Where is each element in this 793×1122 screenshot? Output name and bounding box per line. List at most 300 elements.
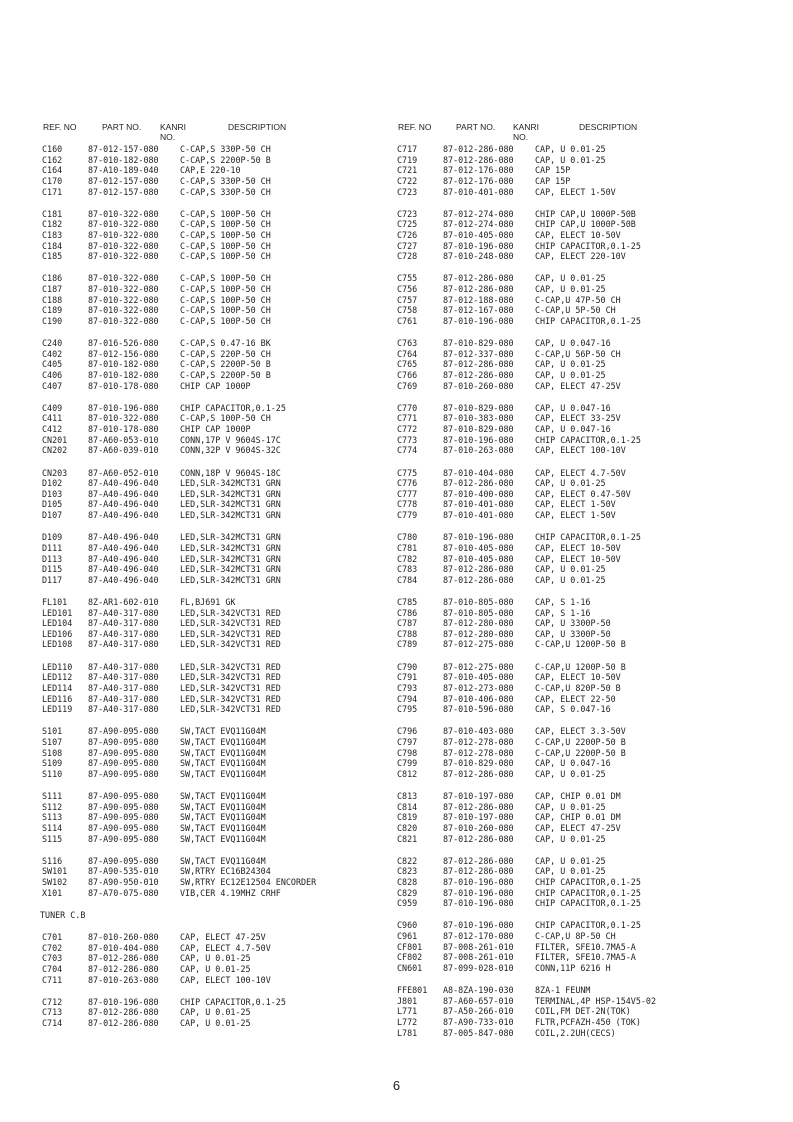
description-cell: LED,SLR-342VCT31 RED bbox=[180, 682, 281, 693]
parts-group bbox=[395, 209, 770, 262]
right-parts-column bbox=[395, 120, 770, 1050]
table-row bbox=[395, 176, 770, 187]
table-row bbox=[395, 273, 770, 284]
description-cell: LED,SLR-342VCT31 RED bbox=[180, 628, 281, 639]
description-cell: CAP, U 0.01-25 bbox=[535, 284, 606, 295]
table-row bbox=[395, 305, 770, 316]
table-row bbox=[395, 834, 770, 845]
table-row bbox=[40, 241, 385, 252]
table-row bbox=[395, 295, 770, 306]
part-no-cell: 87-012-286-080 bbox=[443, 866, 514, 877]
part-no-cell: 87-A90-095-080 bbox=[88, 747, 159, 758]
description-cell: SW,TACT EVQ11G04M bbox=[180, 726, 266, 737]
ref-no-cell: C763 bbox=[397, 338, 418, 349]
description-cell: C-CAP,U 1200P-50 B bbox=[535, 639, 626, 650]
description-cell: C-CAP,S 100P-50 CH bbox=[180, 413, 271, 424]
description-cell: CAP, U 0.01-25 bbox=[535, 359, 606, 370]
part-no-cell: 87-010-196-080 bbox=[443, 898, 514, 909]
ref-no-cell: C757 bbox=[397, 294, 418, 305]
part-no-cell: 87-010-829-080 bbox=[443, 338, 514, 349]
table-row bbox=[40, 1018, 385, 1029]
part-no-cell: 87-012-273-080 bbox=[443, 682, 514, 693]
parts-group bbox=[395, 791, 770, 844]
part-no-cell: 87-010-260-080 bbox=[88, 931, 159, 942]
table-row bbox=[40, 284, 385, 295]
header-ref-no: REF. NO bbox=[43, 122, 77, 132]
ref-no-cell: C781 bbox=[397, 542, 418, 553]
part-no-cell: 87-010-322-080 bbox=[88, 219, 159, 230]
part-no-cell: 87-012-176-080 bbox=[443, 165, 514, 176]
description-cell: C-CAP,S 100P-50 CH bbox=[180, 208, 271, 219]
table-row bbox=[40, 251, 385, 262]
part-no-cell: 87-A40-496-040 bbox=[88, 553, 159, 564]
ref-no-cell: C761 bbox=[397, 315, 418, 326]
description-cell: LED,SLR-342VCT31 RED bbox=[180, 618, 281, 629]
ref-no-cell: CN201 bbox=[42, 434, 68, 445]
header-kanri-no: KANRI NO. bbox=[513, 122, 539, 142]
table-row bbox=[40, 812, 385, 823]
ref-no-cell: C959 bbox=[397, 898, 418, 909]
part-no-cell: 87-012-286-080 bbox=[443, 478, 514, 489]
ref-no-cell: LED116 bbox=[42, 693, 73, 704]
ref-no-cell: C189 bbox=[42, 305, 63, 316]
part-no-cell: 87-010-322-080 bbox=[88, 208, 159, 219]
table-row bbox=[40, 748, 385, 759]
part-no-cell: 87-008-261-010 bbox=[443, 941, 514, 952]
left-column-header bbox=[40, 120, 385, 144]
part-no-cell: 87-005-847-080 bbox=[443, 1027, 514, 1038]
ref-no-cell: D109 bbox=[42, 532, 63, 543]
part-no-cell: 87-010-248-080 bbox=[443, 251, 514, 262]
part-no-cell: 87-012-278-080 bbox=[443, 736, 514, 747]
description-cell: VIB,CER 4.19MHZ CRHF bbox=[180, 887, 281, 898]
part-no-cell: 87-A50-266-010 bbox=[443, 1006, 514, 1017]
ref-no-cell: C412 bbox=[42, 424, 63, 435]
ref-no-cell: L771 bbox=[397, 1006, 418, 1017]
part-no-cell: 87-010-197-080 bbox=[443, 791, 514, 802]
table-row bbox=[395, 823, 770, 834]
part-no-cell: 87-A40-496-040 bbox=[88, 478, 159, 489]
description-cell: C-CAP,S 100P-50 CH bbox=[180, 240, 271, 251]
table-row bbox=[395, 316, 770, 327]
description-cell: CAP, U 0.047-16 bbox=[535, 402, 611, 413]
part-no-cell: 87-012-167-080 bbox=[443, 305, 514, 316]
table-row bbox=[395, 338, 770, 349]
part-no-cell: 87-010-178-080 bbox=[88, 424, 159, 435]
header-kanri-no: KANRI NO. bbox=[160, 122, 186, 142]
header-description: DESCRIPTION bbox=[228, 122, 287, 132]
parts-group bbox=[395, 532, 770, 585]
ref-no-cell: D107 bbox=[42, 510, 63, 521]
table-row bbox=[395, 489, 770, 500]
table-row bbox=[40, 165, 385, 176]
part-no-cell: 87-010-197-080 bbox=[443, 812, 514, 823]
table-row bbox=[40, 468, 385, 479]
table-row bbox=[40, 943, 385, 954]
description-cell: C-CAP,S 100P-50 CH bbox=[180, 251, 271, 262]
parts-group bbox=[40, 997, 385, 1029]
part-no-cell: 87-010-401-080 bbox=[443, 186, 514, 197]
table-row bbox=[40, 662, 385, 673]
ref-no-cell: C769 bbox=[397, 380, 418, 391]
ref-no-cell: C773 bbox=[397, 434, 418, 445]
description-cell: C-CAP,U 56P-50 CH bbox=[535, 348, 621, 359]
ref-no-cell: C814 bbox=[397, 801, 418, 812]
table-row bbox=[395, 381, 770, 392]
part-no-cell: 87-010-196-080 bbox=[443, 240, 514, 251]
description-cell: CAP, U 0.047-16 bbox=[535, 424, 611, 435]
part-no-cell: 87-010-401-080 bbox=[443, 510, 514, 521]
table-row bbox=[395, 920, 770, 931]
part-no-cell: 87-010-196-080 bbox=[443, 532, 514, 543]
description-cell: CHIP CAP 1000P bbox=[180, 380, 251, 391]
table-row bbox=[40, 273, 385, 284]
ref-no-cell: C822 bbox=[397, 855, 418, 866]
description-cell: LED,SLR-342VCT31 RED bbox=[180, 704, 281, 715]
description-cell: CAP, S 1-16 bbox=[535, 596, 591, 607]
ref-no-cell: C777 bbox=[397, 488, 418, 499]
ref-no-cell: C160 bbox=[42, 144, 63, 154]
description-cell: CAP, U 0.01-25 bbox=[535, 833, 606, 844]
part-no-cell: 87-A90-095-080 bbox=[88, 768, 159, 779]
part-no-cell: 87-010-322-080 bbox=[88, 240, 159, 251]
description-cell: CAP, U 0.01-25 bbox=[535, 564, 606, 575]
parts-group bbox=[395, 662, 770, 715]
table-row bbox=[40, 769, 385, 780]
part-no-cell: 87-010-404-080 bbox=[443, 467, 514, 478]
description-cell: C-CAP,S 100P-50 CH bbox=[180, 284, 271, 295]
table-row bbox=[395, 629, 770, 640]
description-cell: SW,TACT EVQ11G04M bbox=[180, 736, 266, 747]
ref-no-cell: LED108 bbox=[42, 639, 73, 650]
description-cell: CAP, U 0.01-25 bbox=[535, 768, 606, 779]
description-cell: CAP, U 0.01-25 bbox=[535, 574, 606, 585]
part-no-cell: 87-012-286-080 bbox=[443, 144, 514, 154]
ref-no-cell: S116 bbox=[42, 855, 63, 866]
description-cell: CHIP CAP,U 1000P-50B bbox=[535, 208, 636, 219]
table-row bbox=[395, 144, 770, 155]
ref-no-cell: C794 bbox=[397, 693, 418, 704]
table-row bbox=[395, 403, 770, 414]
table-row bbox=[40, 144, 385, 155]
ref-no-cell: LED110 bbox=[42, 661, 73, 672]
right-parts-table bbox=[395, 144, 770, 1038]
part-no-cell: 87-010-322-080 bbox=[88, 305, 159, 316]
description-cell: CAP 15P bbox=[535, 175, 571, 186]
description-cell: CAP, ELECT 3.3-50V bbox=[535, 726, 626, 737]
part-no-cell: 87-A40-317-080 bbox=[88, 661, 159, 672]
description-cell: CAP, U 0.01-25 bbox=[535, 801, 606, 812]
table-row bbox=[395, 532, 770, 543]
description-cell: C-CAP,S 2200P-50 B bbox=[180, 370, 271, 381]
ref-no-cell: D102 bbox=[42, 478, 63, 489]
part-no-cell: 87-010-405-080 bbox=[443, 672, 514, 683]
description-cell: LED,SLR-342MCT31 GRN bbox=[180, 574, 281, 585]
description-cell: CAP, U 0.01-25 bbox=[535, 855, 606, 866]
ref-no-cell: CN202 bbox=[42, 445, 68, 456]
ref-no-cell: C795 bbox=[397, 704, 418, 715]
ref-no-cell: C181 bbox=[42, 208, 63, 219]
description-cell: TERMINAL,4P HSP-154V5-02 bbox=[535, 995, 657, 1006]
description-cell: CHIP CAPACITOR,0.1-25 bbox=[535, 877, 641, 888]
ref-no-cell: C240 bbox=[42, 338, 63, 349]
header-part-no: PART NO. bbox=[456, 122, 496, 132]
part-no-cell: 87-A60-657-010 bbox=[443, 995, 514, 1006]
part-no-cell: 87-A40-317-080 bbox=[88, 639, 159, 650]
description-cell: COIL,2.2UH(CECS) bbox=[535, 1027, 616, 1038]
ref-no-cell: C162 bbox=[42, 154, 63, 165]
ref-no-cell: S110 bbox=[42, 768, 63, 779]
table-row bbox=[395, 1017, 770, 1028]
description-cell: CAP, U 0.01-25 bbox=[535, 370, 606, 381]
ref-no-cell: LED101 bbox=[42, 607, 73, 618]
table-row bbox=[40, 305, 385, 316]
table-row bbox=[40, 403, 385, 414]
ref-no-cell: C785 bbox=[397, 596, 418, 607]
table-row bbox=[395, 694, 770, 705]
ref-no-cell: S115 bbox=[42, 833, 63, 844]
ref-no-cell: C402 bbox=[42, 348, 63, 359]
ref-no-cell: S111 bbox=[42, 791, 63, 802]
description-cell: CHIP CAPACITOR,0.1-25 bbox=[180, 402, 286, 413]
parts-group bbox=[40, 932, 385, 985]
page-number: 6 bbox=[392, 1078, 401, 1093]
ref-no-cell: S108 bbox=[42, 747, 63, 758]
ref-no-cell: C723 bbox=[397, 186, 418, 197]
table-row bbox=[395, 769, 770, 780]
table-row bbox=[395, 187, 770, 198]
description-cell: CAP, U 0.01-25 bbox=[180, 963, 251, 974]
part-no-cell: 87-012-286-080 bbox=[443, 574, 514, 585]
table-row bbox=[395, 952, 770, 963]
part-no-cell: 87-A90-095-080 bbox=[88, 801, 159, 812]
description-cell: CAP, CHIP 0.01 DM bbox=[535, 791, 621, 802]
part-no-cell: 87-010-405-080 bbox=[443, 553, 514, 564]
description-cell: CHIP CAPACITOR,0.1-25 bbox=[535, 240, 641, 251]
part-no-cell: 87-012-170-080 bbox=[443, 931, 514, 942]
ref-no-cell: C755 bbox=[397, 273, 418, 284]
description-cell: CAP, U 0.047-16 bbox=[535, 338, 611, 349]
ref-no-cell: CN203 bbox=[42, 467, 68, 478]
part-no-cell: 87-010-829-080 bbox=[443, 424, 514, 435]
part-no-cell: 87-010-403-080 bbox=[443, 726, 514, 737]
description-cell: C-CAP,U 2200P-50 B bbox=[535, 747, 626, 758]
description-cell: LED,SLR-342MCT31 GRN bbox=[180, 564, 281, 575]
parts-group bbox=[40, 209, 385, 262]
description-cell: CAP, U 0.047-16 bbox=[535, 758, 611, 769]
table-row bbox=[395, 359, 770, 370]
parts-group bbox=[395, 920, 770, 973]
part-no-cell: 87-010-196-080 bbox=[443, 887, 514, 898]
table-row bbox=[40, 349, 385, 360]
part-no-cell: 87-012-280-080 bbox=[443, 628, 514, 639]
ref-no-cell: C704 bbox=[42, 963, 63, 974]
part-no-cell: 87-A40-496-040 bbox=[88, 574, 159, 585]
table-row bbox=[395, 468, 770, 479]
ref-no-cell: D113 bbox=[42, 553, 63, 564]
table-row bbox=[395, 284, 770, 295]
ref-no-cell: CF802 bbox=[397, 952, 423, 963]
part-no-cell: 87-A60-039-010 bbox=[88, 445, 159, 456]
part-no-cell: 87-010-260-080 bbox=[443, 822, 514, 833]
table-row bbox=[40, 683, 385, 694]
ref-no-cell: C712 bbox=[42, 996, 63, 1007]
table-row bbox=[395, 230, 770, 241]
part-no-cell: 87-012-286-080 bbox=[443, 855, 514, 866]
part-no-cell: 87-012-286-080 bbox=[443, 768, 514, 779]
table-row bbox=[40, 953, 385, 964]
description-cell: C-CAP,S 100P-50 CH bbox=[180, 229, 271, 240]
parts-group bbox=[40, 597, 385, 650]
ref-no-cell: C728 bbox=[397, 251, 418, 262]
description-cell: C-CAP,U 5P-50 CH bbox=[535, 305, 616, 316]
part-no-cell: 87-A90-733-010 bbox=[443, 1017, 514, 1028]
table-row bbox=[395, 931, 770, 942]
part-no-cell: 87-010-196-080 bbox=[443, 434, 514, 445]
part-no-cell: 87-012-280-080 bbox=[443, 618, 514, 629]
table-row bbox=[40, 866, 385, 877]
part-no-cell: 87-A90-095-080 bbox=[88, 822, 159, 833]
table-row bbox=[395, 251, 770, 262]
table-row bbox=[395, 888, 770, 899]
description-cell: CAP, ELECT 1-50V bbox=[535, 510, 616, 521]
table-row bbox=[395, 1028, 770, 1039]
description-cell: CAP, S 0.047-16 bbox=[535, 704, 611, 715]
part-no-cell: 87-A90-095-080 bbox=[88, 855, 159, 866]
table-row bbox=[40, 802, 385, 813]
ref-no-cell: C405 bbox=[42, 359, 63, 370]
table-row bbox=[40, 295, 385, 306]
ref-no-cell: C819 bbox=[397, 812, 418, 823]
table-row bbox=[395, 370, 770, 381]
description-cell: CAP, S 1-16 bbox=[535, 607, 591, 618]
ref-no-cell: C764 bbox=[397, 348, 418, 359]
table-row bbox=[395, 898, 770, 909]
table-row bbox=[395, 672, 770, 683]
description-cell: C-CAP,S 220P-50 CH bbox=[180, 348, 271, 359]
table-row bbox=[395, 942, 770, 953]
table-row bbox=[395, 1006, 770, 1017]
part-no-cell: 87-099-028-010 bbox=[443, 963, 514, 973]
description-cell: SW,TACT EVQ11G04M bbox=[180, 812, 266, 823]
ref-no-cell: C772 bbox=[397, 424, 418, 435]
description-cell: CHIP CAPACITOR,0.1-25 bbox=[535, 898, 641, 909]
part-no-cell: 87-010-182-080 bbox=[88, 154, 159, 165]
part-no-cell: 87-A40-317-080 bbox=[88, 607, 159, 618]
description-cell: CAP, ELECT 0.47-50V bbox=[535, 488, 631, 499]
description-cell: FILTER, SFE10.7MA5-A bbox=[535, 952, 636, 963]
header-ref-no: REF. NO bbox=[398, 122, 432, 132]
ref-no-cell: C787 bbox=[397, 618, 418, 629]
table-row bbox=[40, 543, 385, 554]
table-row bbox=[40, 445, 385, 456]
ref-no-cell: J801 bbox=[397, 995, 418, 1006]
table-row bbox=[395, 554, 770, 565]
description-cell: CAP, U 0.01-25 bbox=[535, 478, 606, 489]
part-no-cell: 87-010-196-080 bbox=[443, 315, 514, 326]
ref-no-cell: C775 bbox=[397, 467, 418, 478]
ref-no-cell: C723 bbox=[397, 208, 418, 219]
description-cell: CONN,18P V 9604S-18C bbox=[180, 467, 281, 478]
ref-no-cell: C786 bbox=[397, 607, 418, 618]
description-cell: CAP, U 0.01-25 bbox=[535, 154, 606, 165]
table-row bbox=[40, 381, 385, 392]
table-row bbox=[395, 209, 770, 220]
ref-no-cell: C961 bbox=[397, 931, 418, 942]
description-cell: CHIP CAPACITOR,0.1-25 bbox=[535, 434, 641, 445]
table-row bbox=[40, 726, 385, 737]
table-row bbox=[40, 639, 385, 650]
description-cell: C-CAP,S 100P-50 CH bbox=[180, 305, 271, 316]
description-cell: C-CAP,S 100P-50 CH bbox=[180, 294, 271, 305]
part-no-cell: 87-A60-052-010 bbox=[88, 467, 159, 478]
ref-no-cell: C183 bbox=[42, 229, 63, 240]
description-cell: LED,SLR-342MCT31 GRN bbox=[180, 488, 281, 499]
parts-group bbox=[395, 856, 770, 909]
ref-no-cell: C788 bbox=[397, 628, 418, 639]
ref-no-cell: C717 bbox=[397, 144, 418, 154]
table-row bbox=[395, 737, 770, 748]
ref-no-cell: C713 bbox=[42, 1007, 63, 1018]
part-no-cell: 87-010-263-080 bbox=[443, 445, 514, 456]
table-row bbox=[40, 608, 385, 619]
description-cell: FLTR,PCFAZH-450 (TOK) bbox=[535, 1017, 641, 1028]
table-row bbox=[40, 338, 385, 349]
part-no-cell: 87-010-805-080 bbox=[443, 607, 514, 618]
ref-no-cell: LED104 bbox=[42, 618, 73, 629]
ref-no-cell: C776 bbox=[397, 478, 418, 489]
part-no-cell: 87-012-188-080 bbox=[443, 294, 514, 305]
table-row bbox=[395, 856, 770, 867]
ref-no-cell: C828 bbox=[397, 877, 418, 888]
table-row bbox=[395, 424, 770, 435]
header-description: DESCRIPTION bbox=[579, 122, 638, 132]
description-cell: CHIP CAP 1000P bbox=[180, 424, 251, 435]
part-no-cell: 87-010-829-080 bbox=[443, 402, 514, 413]
description-cell: CAP, ELECT 10-50V bbox=[535, 229, 621, 240]
description-cell: SW,TACT EVQ11G04M bbox=[180, 855, 266, 866]
ref-no-cell: C722 bbox=[397, 175, 418, 186]
part-no-cell: 87-012-286-080 bbox=[443, 273, 514, 284]
table-row bbox=[395, 726, 770, 737]
ref-no-cell: C823 bbox=[397, 866, 418, 877]
ref-no-cell: C790 bbox=[397, 661, 418, 672]
part-no-cell: 87-012-157-080 bbox=[88, 175, 159, 186]
table-row bbox=[40, 694, 385, 705]
ref-no-cell: C780 bbox=[397, 532, 418, 543]
table-row bbox=[395, 510, 770, 521]
ref-no-cell: C784 bbox=[397, 574, 418, 585]
ref-no-cell: D103 bbox=[42, 488, 63, 499]
part-no-cell: 87-A40-496-040 bbox=[88, 564, 159, 575]
parts-group bbox=[395, 144, 770, 197]
description-cell: CAP, ELECT 100-10V bbox=[180, 974, 271, 985]
description-cell: C-CAP,S 2200P-50 B bbox=[180, 359, 271, 370]
part-no-cell: 87-A60-053-010 bbox=[88, 434, 159, 445]
description-cell: LED,SLR-342VCT31 RED bbox=[180, 672, 281, 683]
table-row bbox=[40, 370, 385, 381]
ref-no-cell: C771 bbox=[397, 413, 418, 424]
parts-group bbox=[395, 597, 770, 650]
table-row bbox=[40, 435, 385, 446]
right-column-header bbox=[395, 120, 770, 144]
description-cell: CHIP CAP,U 1000P-50B bbox=[535, 219, 636, 230]
table-row bbox=[40, 618, 385, 629]
part-no-cell: 87-010-404-080 bbox=[88, 942, 159, 953]
ref-no-cell: C702 bbox=[42, 942, 63, 953]
parts-group bbox=[40, 338, 385, 391]
table-row bbox=[40, 219, 385, 230]
